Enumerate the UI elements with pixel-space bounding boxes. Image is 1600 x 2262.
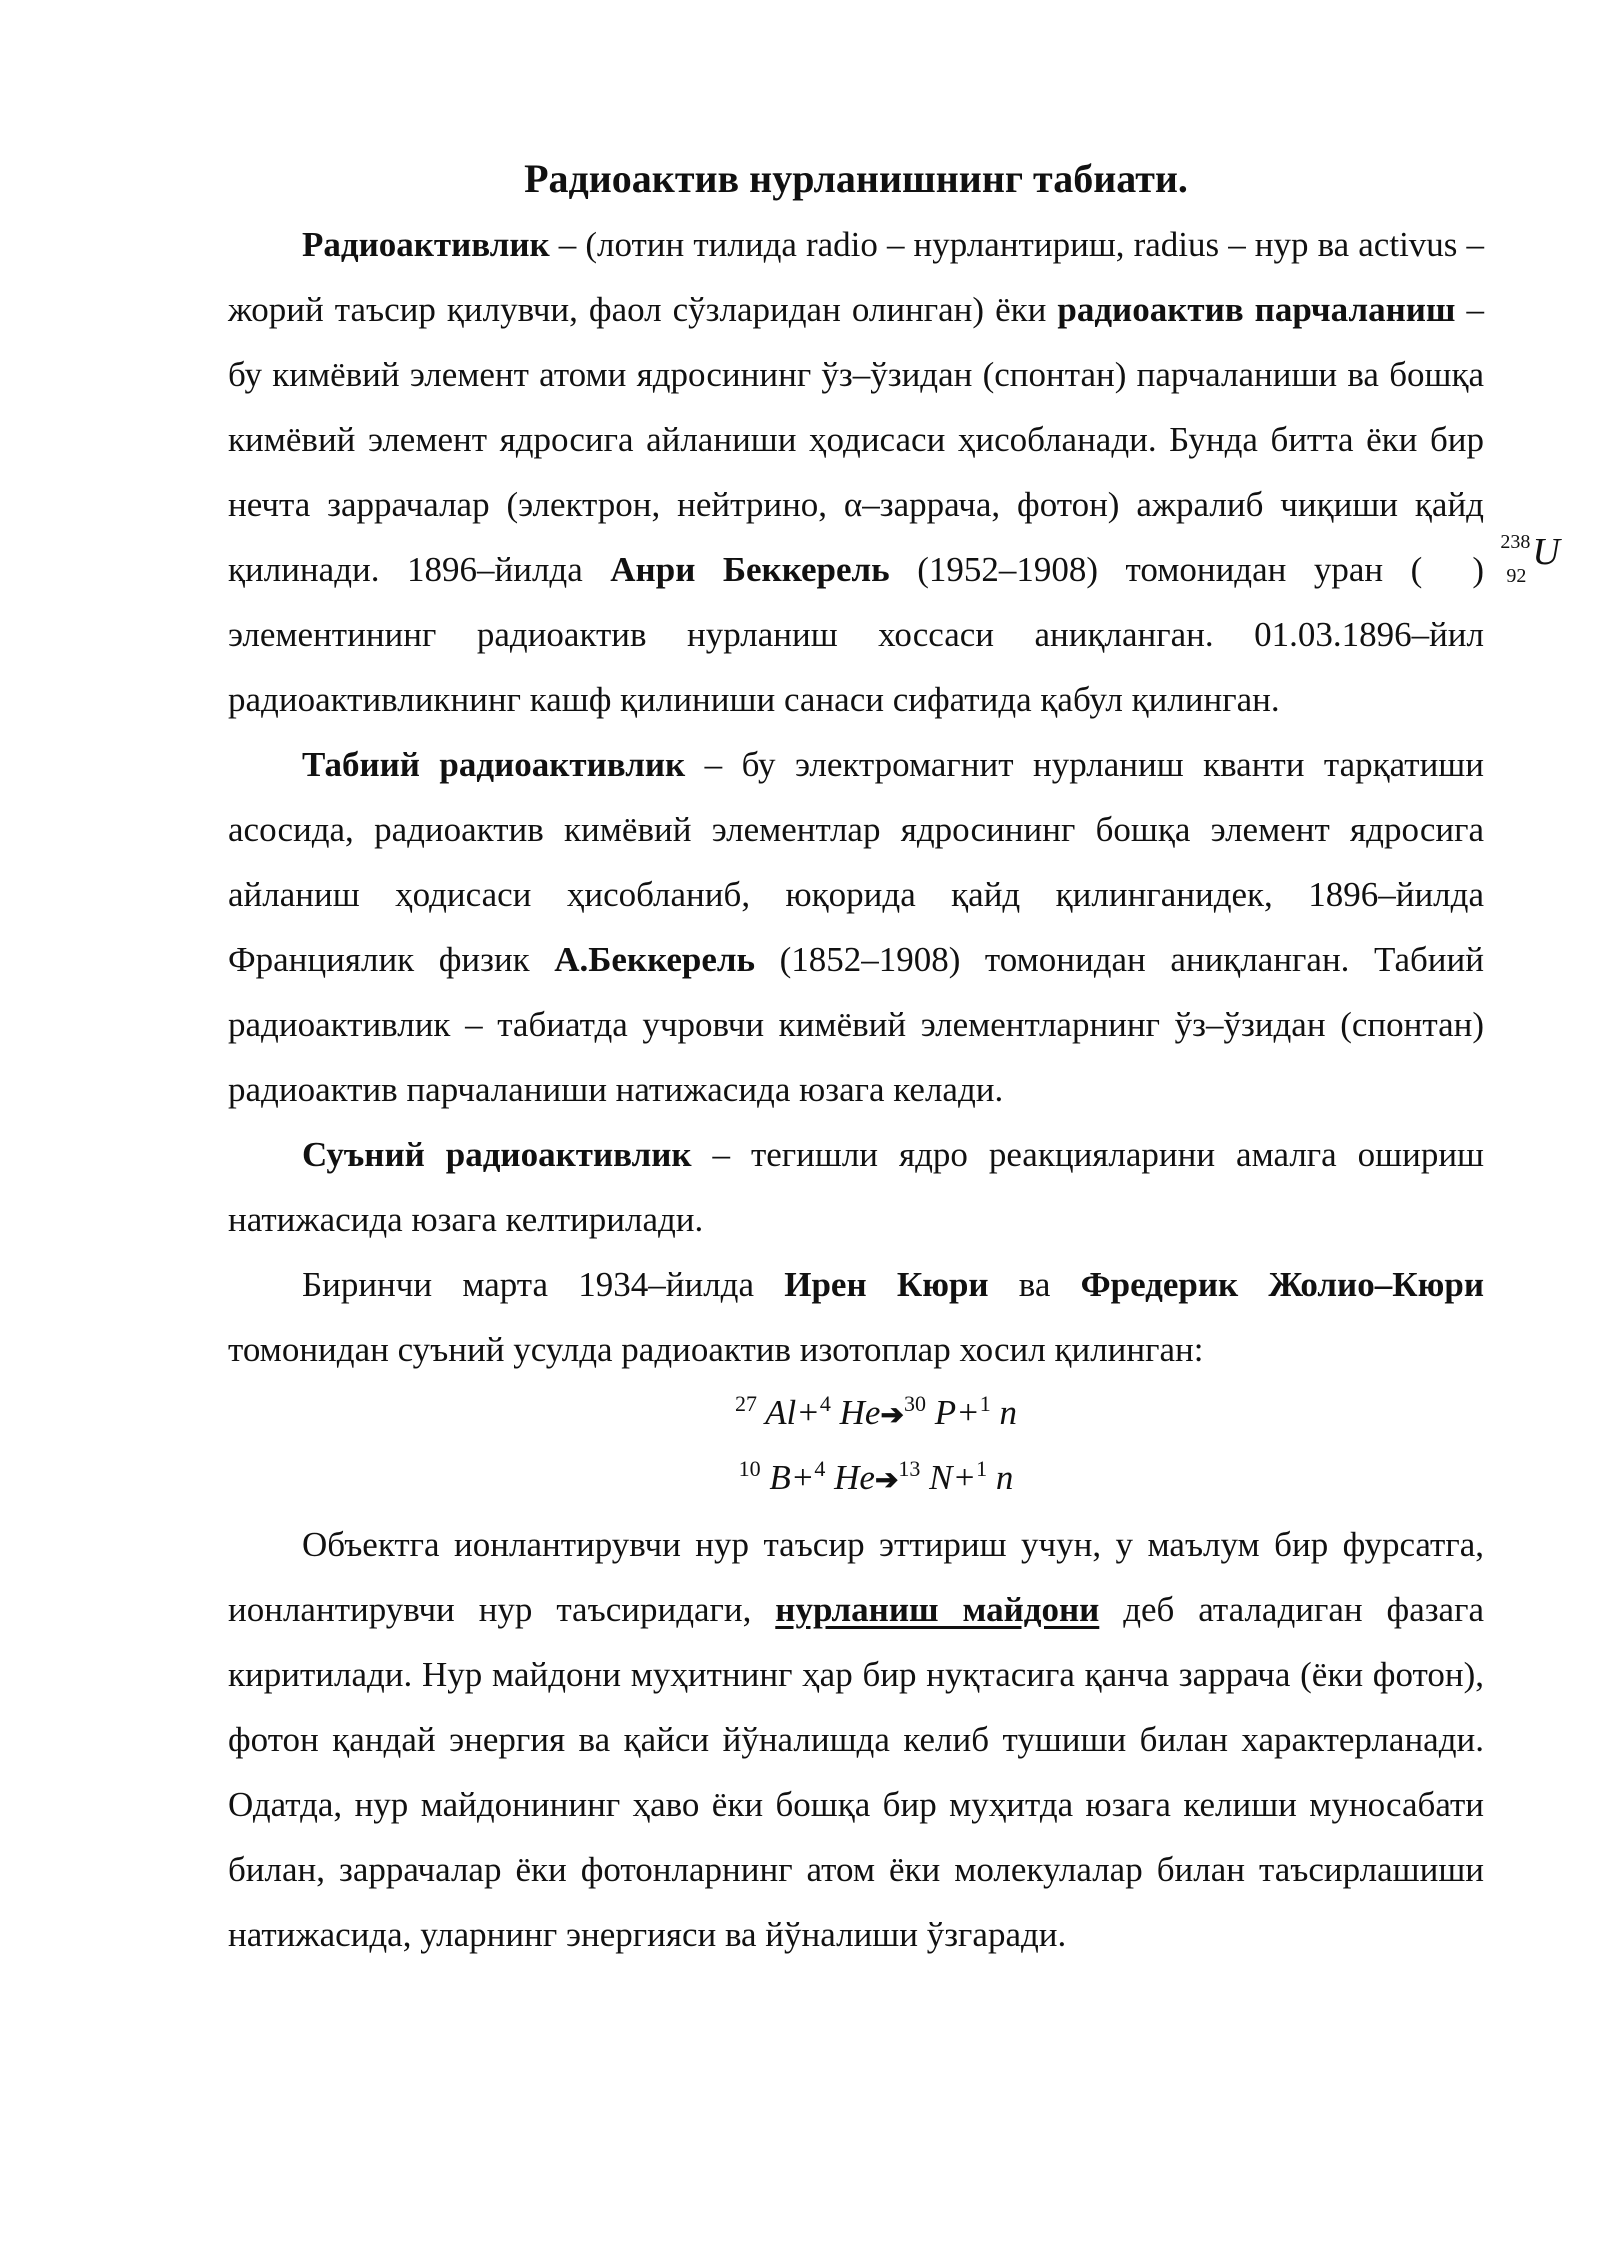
paragraph-radiation-field xyxy=(228,1512,1484,1967)
nuclide-symbol: U xyxy=(1532,531,1560,573)
mass-number: 10 xyxy=(738,1456,761,1481)
element-symbol: He xyxy=(834,1458,875,1497)
paragraph-artificial-radioactivity xyxy=(228,1122,1484,1252)
element-symbol: N xyxy=(929,1458,953,1497)
text: ) элементининг радиоактив нурланиш хоссаси аниқланган. 01.03.1896–йил радиоактивликнинг кашф қилиниши санаси сифатида қабул қилинган. xyxy=(228,550,1484,719)
reaction-arrow-icon: ➔ xyxy=(880,1400,904,1431)
mass-number: 30 xyxy=(903,1391,926,1416)
element-symbol: Al xyxy=(765,1393,797,1432)
mass-number: 4 xyxy=(814,1456,826,1481)
term-radioactivity: Радиоактивлик xyxy=(302,225,550,264)
element-symbol: P xyxy=(934,1393,957,1432)
term-radiation-field: нурланиш майдони xyxy=(775,1590,1100,1629)
uranium-nuclide-notation xyxy=(1422,531,1560,587)
reaction-arrow-icon: ➔ xyxy=(874,1465,899,1496)
plus-sign: + xyxy=(952,1458,977,1497)
element-symbol: n xyxy=(995,1458,1014,1497)
element-symbol: He xyxy=(839,1393,881,1432)
mass-number: 27 xyxy=(735,1391,758,1416)
plus-sign: + xyxy=(790,1458,815,1497)
term-radioactive-decay: радиоактив парчаланиш xyxy=(1057,290,1456,329)
term-artificial-radioactivity: Суъний радиоактивлик xyxy=(302,1135,692,1174)
mass-number: 4 xyxy=(819,1391,831,1416)
plus-sign: + xyxy=(796,1393,820,1432)
page-title: Радиоактив нурланишнинг табиати. xyxy=(524,156,1188,201)
text: – (лотин тилида radio – нурлантириш, radius – нур ва activus – жорий таъсир қилувчи, фаол сўзларидан олинган) ёки xyxy=(228,225,1484,329)
text: – бу электромагнит нурланиш кванти тарқатиши асосида, радиоактив кимёвий элементлар ядросининг бошқа элемент ядросига айланиш ҳодисаси ҳисобланиб, юқорида қайд қилинганидек, 1896–йилда Франциялик физик xyxy=(228,745,1484,979)
text: – бу кимёвий элемент атоми ядросининг ўз–ўзидан (спонтан) парчаланиши ва бошқа кимёвий элемент ядросига айланиши ҳодисаси ҳисобланади. Бунда битта ёки бир нечта заррачалар (электрон, нейтрино, α–заррача, фотон) ажралиб чиқиши қайд қилинади. 1896–йилда xyxy=(228,290,1484,589)
name-henri-becquerel: Анри Беккерель xyxy=(610,550,890,589)
nuclide-atomic-number: 92 xyxy=(1506,565,1527,587)
plus-sign: + xyxy=(956,1393,980,1432)
text: томонидан суъний усулда радиоактив изотоплар хосил қилинган: xyxy=(228,1330,1204,1369)
name-frederic-joliot-curie: Фредерик Жолио–Кюри xyxy=(1080,1265,1484,1304)
nuclide-mass-number: 238 xyxy=(1500,531,1531,553)
equation-aluminum-reaction xyxy=(228,1382,1484,1447)
text: Объектга ионлантирувчи нур таъсир эттириш учун, у маълум бир фурсатга, ионлантирувчи нур таъсиридаги, xyxy=(228,1525,1484,1629)
text: деб аталадиган фазага киритилади. Нур майдони муҳитнинг ҳар бир нуқтасига қанча заррача (ёки фотон), фотон қандай энергия ва қайси йўналишда келиб тушиши билан характерланади. Одатда, нур майдонининг ҳаво ёки бошқа бир муҳитда юзага келиши муносабати билан, заррачалар ёки фотонларнинг атом ёки молекулалар билан таъсирлашиши натижасида, уларнинг энергияси ва йўналиши ўзгаради. xyxy=(228,1590,1484,1954)
paragraph-curie xyxy=(228,1252,1484,1382)
term-natural-radioactivity: Табиий радиоактивлик xyxy=(302,745,686,784)
text: (1852–1908) томонидан аниқланган. Табиий радиоактивлик – табиатда учровчи кимёвий элементларнинг ўз–ўзидан (спонтан) радиоактив парчаланиши натижасида юзага келади. xyxy=(228,940,1484,1109)
text: – тегишли ядро реакцияларини амалга ошириш натижасида юзага келтирилади. xyxy=(228,1135,1485,1239)
text: Биринчи марта 1934–йилда xyxy=(302,1265,785,1304)
equation-boron-reaction xyxy=(228,1447,1484,1512)
mass-number: 13 xyxy=(898,1456,921,1481)
name-irene-curie: Ирен Кюри xyxy=(784,1265,989,1304)
element-symbol: n xyxy=(999,1393,1017,1432)
element-symbol: B xyxy=(769,1458,791,1497)
mass-number: 1 xyxy=(976,1456,988,1481)
paragraph-natural-radioactivity xyxy=(228,732,1484,1122)
mass-number: 1 xyxy=(979,1391,991,1416)
document-body xyxy=(228,150,1560,1967)
paragraph-radioactivity xyxy=(228,212,1560,732)
text: (1952–1908) томонидан уран ( xyxy=(889,550,1423,589)
name-a-becquerel: А.Беккерель xyxy=(554,940,756,979)
text: ва xyxy=(988,1265,1081,1304)
